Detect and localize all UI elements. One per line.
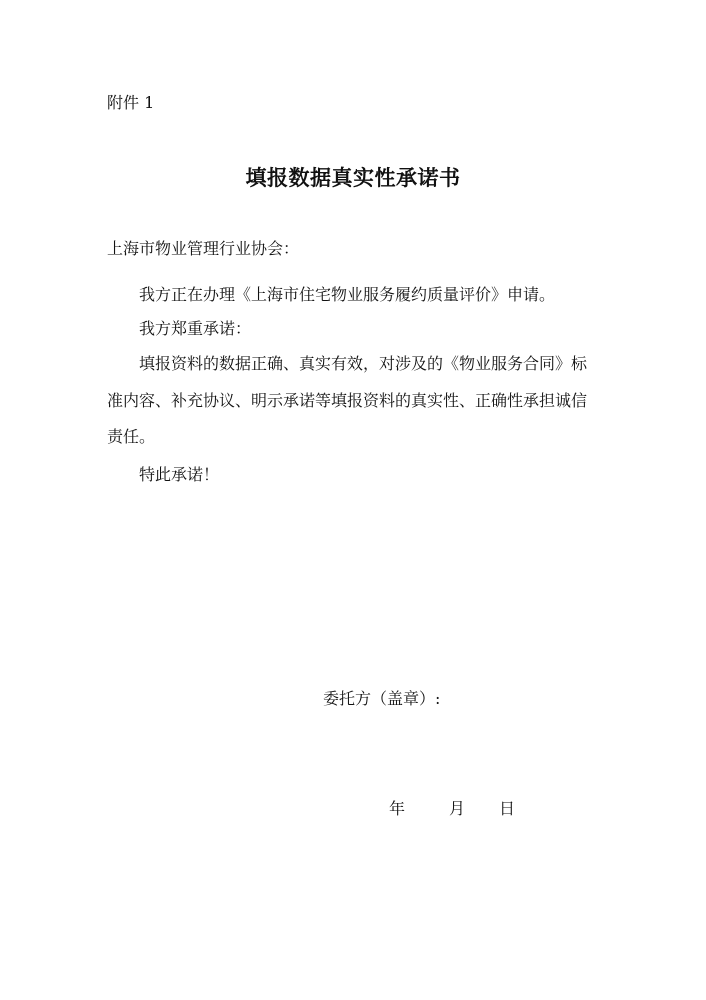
paragraph-commitment-line-3: 责任。 xyxy=(107,427,156,446)
paragraph-commitment-intro: 我方郑重承诺： xyxy=(139,319,252,338)
date-month-label: 月 xyxy=(449,799,466,818)
document-title: 填报数据真实性承诺书 xyxy=(245,165,461,190)
attachment-label: 附件 1 xyxy=(107,93,155,112)
date-line xyxy=(389,798,515,820)
addressee: 上海市物业管理行业协会： xyxy=(107,239,300,258)
paragraph-commitment-line-1: 填报资料的数据正确、真实有效，对涉及的《物业服务合同》标 xyxy=(139,354,588,373)
entrusting-party-seal-label: 委托方（盖章）: xyxy=(323,689,441,708)
date-day-label: 日 xyxy=(499,799,516,818)
paragraph-closing: 特此承诺！ xyxy=(139,465,220,484)
date-year-label: 年 xyxy=(389,799,406,818)
paragraph-application: 我方正在办理《上海市住宅物业服务履约质量评价》申请。 xyxy=(139,285,556,304)
paragraph-commitment-line-2: 准内容、补充协议、明示承诺等填报资料的真实性、正确性承担诚信 xyxy=(107,391,588,410)
